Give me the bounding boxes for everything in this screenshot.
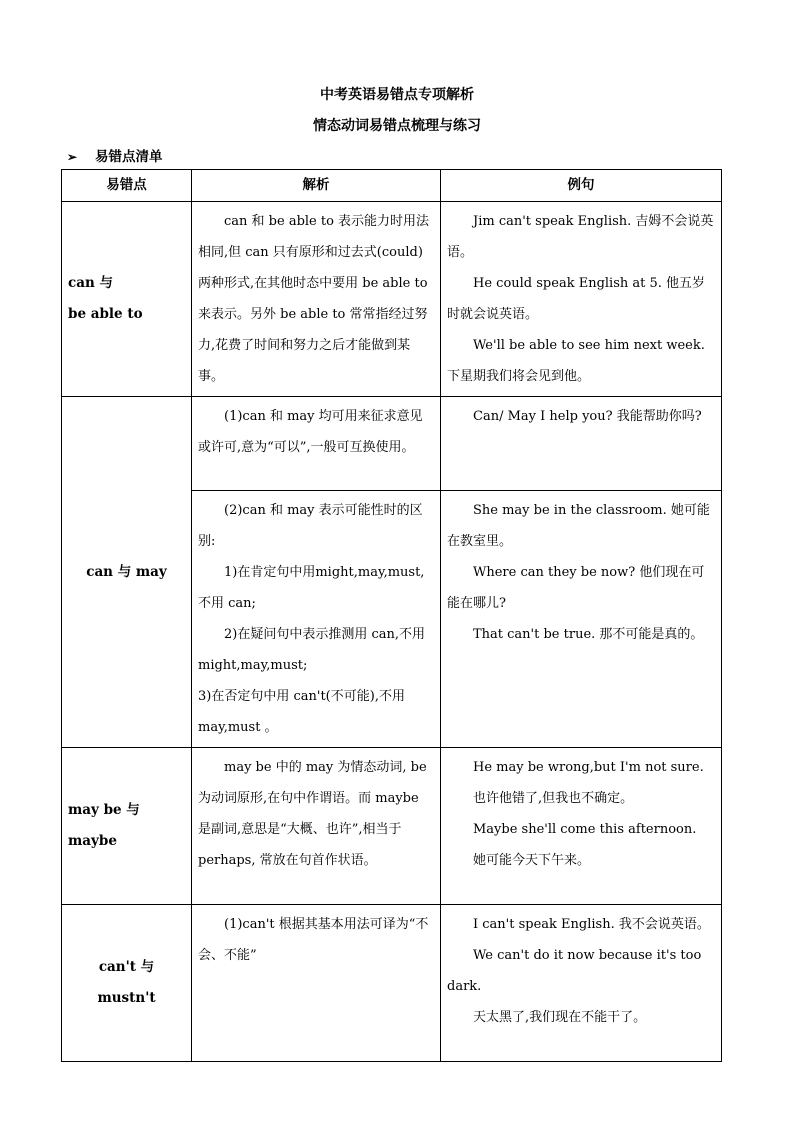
page-subtitle: 情态动词易错点梳理与练习 [313,118,481,134]
example-text: Maybe she'll come this afternoon. [473,822,697,837]
point-text: can 与 may [86,563,167,580]
example-cell [441,397,722,491]
example-text: 也许他错了,但我也不确定。 [473,791,634,806]
analysis-text: 3)在否定句中用 can't(不可能),不用 may,must 。 [198,689,405,735]
section-label: 易错点清单 [95,149,163,165]
header-point: 易错点 [62,170,192,202]
example-text: Jim can't speak English. 吉姆不会说英语。 [447,214,714,260]
page-title: 中考英语易错点专项解析 [320,87,474,103]
table-row [62,748,722,905]
table-row [62,397,722,491]
analysis-text: (1)can 和 may 均可用来征求意见或许可,意为“可以”,一般可互换使用。 [198,409,423,455]
point-text: can 与 [68,275,113,291]
analysis-text: 1)在肯定句中用might,may,must, 不用 can; [198,565,425,611]
header-example: 例句 [441,170,722,202]
point-text: be able to [68,306,143,322]
point-cell [62,202,192,397]
example-text: 天太黑了,我们现在不能干了。 [473,1010,647,1025]
analysis-text: (1)can't 根据其基本用法可译为“不会、不能” [198,917,429,963]
point-text: can't 与 [98,959,155,975]
example-text: I can't speak English. 我不会说英语。 [473,917,710,932]
table-row [62,202,722,397]
point-cell [62,397,192,748]
arrow-bullet-icon: ➢ [67,150,78,164]
example-text: We'll be able to see him next week. 下星期我们将会见到他。 [447,338,705,384]
analysis-text: can 和 be able to 表示能力时用法相同,但 can 只有原形和过去式(could) 两种形式,在其他时态中要用 be able to 来表示。另外 be able to 常常指经过努力,花费了时间和努力之后才能做到某事。 [198,214,430,384]
point-cell [62,905,192,1062]
analysis-cell [192,905,441,1062]
example-text: He could speak English at 5. 他五岁时就会说英语。 [447,276,706,322]
example-text: That can't be true. 那不可能是真的。 [473,627,704,642]
analysis-text: 2)在疑问句中表示推测用 can,不用 might,may,must; [198,627,426,673]
example-text: Can/ May I help you? 我能帮助你吗? [473,409,702,424]
point-cell [62,748,192,905]
table-row [62,905,722,1062]
analysis-text: may be 中的 may 为情态动词, be 为动词原形,在句中作谓语。而 maybe 是副词,意思是“大概、也许”,相当于 perhaps, 常放在句首作状语。 [198,760,427,868]
example-text: We can't do it now because it's too dark. [447,948,702,994]
error-points-table [61,169,722,1062]
analysis-cell [192,202,441,397]
analysis-cell [192,748,441,905]
example-cell [441,748,722,905]
header-analysis: 解析 [192,170,441,202]
example-cell [441,491,722,748]
example-text: She may be in the classroom. 她可能在教室里。 [447,503,710,549]
example-cell [441,905,722,1062]
section-heading [67,145,163,165]
analysis-text: (2)can 和 may 表示可能性时的区别: [198,503,423,549]
example-text: He may be wrong,but I'm not sure. [473,760,704,775]
example-text: Where can they be now? 他们现在可能在哪儿? [447,565,705,611]
analysis-cell [192,491,441,748]
example-text: 她可能今天下午来。 [473,853,591,868]
example-cell [441,202,722,397]
analysis-cell [192,397,441,491]
point-text: mustn't [97,990,156,1006]
point-text: may be 与 maybe [68,802,140,849]
table-header-row [62,170,722,202]
